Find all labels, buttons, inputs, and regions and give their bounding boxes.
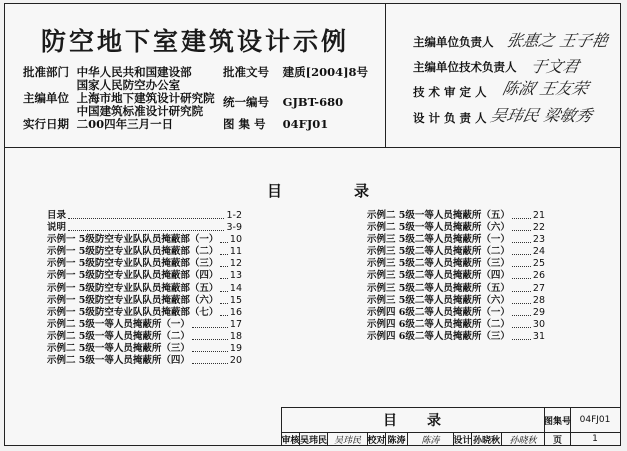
toc-item-page: 28 [532, 294, 545, 306]
toc-item[interactable] [47, 295, 242, 307]
toc-item[interactable] [367, 331, 545, 343]
toc-right-column [367, 210, 545, 343]
toc-item-page: 24 [532, 246, 545, 258]
resp-row-tech-reviewer [413, 84, 487, 100]
approval-dept-line-2: 国家人民防空办公室 [76, 78, 181, 92]
toc-item-page: 20 [229, 355, 242, 367]
toc-item-page: 27 [532, 282, 545, 294]
resp-row-design-lead [413, 110, 487, 126]
review-label: 审核 [282, 432, 300, 446]
toc-heading-char-2: 录 [354, 182, 370, 200]
title-block-atlas-label: 图集号 [545, 408, 571, 432]
unified-no-value: GJBT-680 [282, 95, 344, 109]
toc-item-leader [220, 246, 227, 255]
atlas-no-label: 图 集 号 [223, 117, 266, 131]
signature-tech-head: 于文君 [528, 57, 581, 76]
editor-unit-value [77, 92, 215, 118]
review-name: 吴玮民 [300, 432, 328, 446]
check-name: 陈涛 [386, 432, 408, 446]
toc-item-label: 示例一 5级防空专业队队员掩蔽部（一） [47, 234, 219, 246]
toc-item-page: 17 [229, 318, 242, 330]
toc-item-leader [220, 295, 227, 304]
toc-item[interactable] [47, 319, 242, 331]
toc-item[interactable] [367, 283, 545, 295]
effective-date-row [23, 118, 173, 131]
page-label: 页 [545, 432, 571, 446]
toc-item-leader [220, 258, 227, 267]
toc-item-leader [512, 210, 531, 219]
toc-item[interactable] [47, 343, 242, 355]
editor-unit-label: 主编单位 [23, 91, 69, 105]
toc-item-leader [512, 295, 531, 304]
approval-no-row [223, 66, 368, 79]
toc-item[interactable] [47, 222, 242, 234]
toc-item-page: 3-9 [226, 222, 242, 234]
effective-date-label: 实行日期 [23, 117, 69, 131]
toc-item-leader [68, 222, 224, 231]
toc-item-label: 示例二 5级一等人员掩蔽所（六） [367, 222, 510, 234]
toc-left-column [47, 210, 242, 367]
toc-item-label: 示例二 5级一等人员掩蔽所（一） [47, 318, 190, 330]
toc-item-leader [512, 270, 531, 279]
responsibles-block [385, 4, 620, 147]
toc-item-leader [512, 258, 531, 267]
title-block-bottom [282, 432, 620, 446]
toc-item[interactable] [47, 283, 242, 295]
page-title: 防空地下室建筑设计示例 [40, 27, 349, 56]
toc-item-page: 22 [532, 222, 545, 234]
toc-item-leader [192, 331, 228, 340]
signature-tech-reviewer: 陈淑 王友荣 [500, 79, 590, 98]
signature-design-lead: 吴玮民 梁敏秀 [488, 106, 594, 125]
toc-item-leader [192, 355, 228, 364]
toc-item-page: 15 [229, 294, 242, 306]
toc-item-label: 示例四 6级二等人员掩蔽所（三） [367, 330, 510, 342]
title-block [281, 407, 620, 445]
resp-label: 主编单位负责人 [413, 35, 494, 49]
toc-item-leader [220, 234, 227, 243]
design-name: 孙晓秋 [472, 432, 502, 446]
toc-item-page: 29 [532, 306, 545, 318]
toc-item-leader [512, 246, 531, 255]
toc-item-page: 21 [532, 210, 545, 221]
toc-item[interactable] [47, 355, 242, 367]
toc-item-leader [220, 283, 227, 292]
approval-dept-line-1: 中华人民共和国建设部 [76, 65, 192, 79]
unified-no-label: 统一编号 [223, 95, 269, 109]
toc-item[interactable] [367, 258, 545, 270]
toc-item-label: 示例三 5级二等人员掩蔽所（二） [367, 246, 510, 258]
design-label: 设计 [454, 432, 472, 446]
toc-item-leader [220, 307, 227, 316]
toc-item-label: 示例二 5级一等人员掩蔽所（三） [47, 343, 190, 355]
title-block-char-1: 目 [383, 413, 399, 429]
check-signature: 陈涛 [408, 432, 454, 446]
toc-item-page: 16 [229, 306, 242, 318]
check-label: 校对 [368, 432, 386, 446]
toc-item-leader [512, 319, 531, 328]
drawing-frame [4, 3, 621, 446]
approval-no-value: 建质[2004]8号 [282, 65, 369, 79]
toc-item-label: 示例二 5级一等人员掩蔽所（四） [47, 355, 190, 367]
header-info [5, 4, 386, 147]
toc-item-page: 13 [229, 270, 242, 282]
toc-item[interactable] [367, 307, 545, 319]
toc-item-label: 目录 [47, 210, 67, 221]
editor-unit-line-1: 上海市地下建筑设计研究院 [76, 91, 215, 105]
toc-item-label: 示例一 5级防空专业队队员掩蔽部（二） [47, 246, 219, 258]
page-number: 1 [592, 434, 598, 444]
toc-item-label: 示例二 5级一等人员掩蔽所（二） [47, 330, 190, 342]
toc-item-label: 示例三 5级二等人员掩蔽所（六） [367, 294, 510, 306]
toc-item[interactable] [367, 222, 545, 234]
unified-no-row [223, 96, 343, 109]
editor-unit-line-2: 中国建筑标准设计研究院 [76, 104, 204, 118]
toc-item-page: 19 [229, 343, 242, 355]
title-block-char-2: 录 [427, 413, 443, 429]
toc-item-label: 示例一 5级防空专业队队员掩蔽部（四） [47, 270, 219, 282]
toc-item-label: 示例三 5级二等人员掩蔽所（三） [367, 258, 510, 270]
toc-item-page: 14 [229, 282, 242, 294]
toc-item-leader [68, 210, 224, 219]
toc-item-leader [512, 283, 531, 292]
toc-item-leader [512, 234, 531, 243]
toc-item[interactable] [367, 246, 545, 258]
editor-unit-row [23, 92, 215, 118]
toc-item-label: 示例三 5级二等人员掩蔽所（五） [367, 282, 510, 294]
approval-dept-value [77, 66, 192, 92]
title-block-title [282, 408, 545, 432]
review-signature: 吴玮民 [328, 432, 368, 446]
toc-item-page: 12 [229, 258, 242, 270]
effective-date-value: 二00四年三月一日 [76, 117, 174, 131]
atlas-no-value: 04FJ01 [282, 117, 329, 131]
toc-item-label: 示例三 5级二等人员掩蔽所（四） [367, 270, 510, 282]
design-signature: 孙晓秋 [502, 432, 545, 446]
toc-item-label: 示例二 5级一等人员掩蔽所（五） [367, 210, 510, 221]
toc-item-leader [192, 343, 228, 352]
title-block-atlas-no: 04FJ01 [579, 415, 611, 425]
resp-label: 技 术 审 定 人 [413, 85, 487, 99]
approval-dept-row [23, 66, 192, 92]
toc-item[interactable] [47, 246, 242, 258]
toc-item[interactable] [47, 307, 242, 319]
header-block [5, 4, 620, 148]
signature-editor-head: 张惠之 王子艳 [504, 31, 610, 50]
toc-item-page: 30 [532, 318, 545, 330]
toc-item-label: 示例三 5级二等人员掩蔽所（一） [367, 234, 510, 246]
toc-item[interactable] [367, 295, 545, 307]
toc-item-page: 11 [229, 246, 242, 258]
toc-item-page: 18 [229, 330, 242, 342]
toc-item[interactable] [47, 234, 242, 246]
toc-item[interactable] [47, 258, 242, 270]
resp-row-editor-head [413, 34, 494, 50]
toc-item-leader [512, 307, 531, 316]
toc-item-page: 26 [532, 270, 545, 282]
toc-item-label: 示例四 6级二等人员掩蔽所（二） [367, 318, 510, 330]
toc-item[interactable] [367, 234, 545, 246]
toc-item[interactable] [47, 270, 242, 282]
toc-item-label: 示例一 5级防空专业队队员掩蔽部（五） [47, 282, 219, 294]
toc-item-page: 23 [532, 234, 545, 246]
toc-item-label: 示例一 5级防空专业队队员掩蔽部（七） [47, 306, 219, 318]
toc-item-leader [220, 270, 227, 279]
toc-heading-char-1: 目 [267, 182, 283, 200]
approval-dept-label: 批准部门 [23, 65, 69, 79]
toc-item[interactable] [47, 210, 242, 222]
toc-item[interactable] [47, 331, 242, 343]
atlas-no-row [223, 118, 328, 131]
toc-item-label: 示例一 5级防空专业队队员掩蔽部（六） [47, 294, 219, 306]
toc-item-page: 25 [532, 258, 545, 270]
toc-item-label: 说明 [47, 222, 67, 234]
toc-item[interactable] [367, 270, 545, 282]
resp-row-tech-head [413, 59, 517, 75]
toc-item-leader [512, 222, 531, 231]
toc-item-label: 示例一 5级防空专业队队员掩蔽部（三） [47, 258, 219, 270]
title-block-top [282, 408, 620, 433]
toc-item[interactable] [367, 319, 545, 331]
toc-item-leader [512, 331, 531, 340]
resp-label: 设 计 负 责 人 [413, 111, 487, 125]
toc-item-page: 1-2 [226, 210, 242, 221]
toc-item-leader [192, 319, 228, 328]
toc-item[interactable] [367, 210, 545, 222]
toc-item-page: 10 [229, 234, 242, 246]
resp-label: 主编单位技术负责人 [413, 60, 517, 74]
approval-no-label: 批准文号 [223, 65, 269, 79]
toc-item-label: 示例四 6级二等人员掩蔽所（一） [367, 306, 510, 318]
toc-item-page: 31 [532, 330, 545, 342]
